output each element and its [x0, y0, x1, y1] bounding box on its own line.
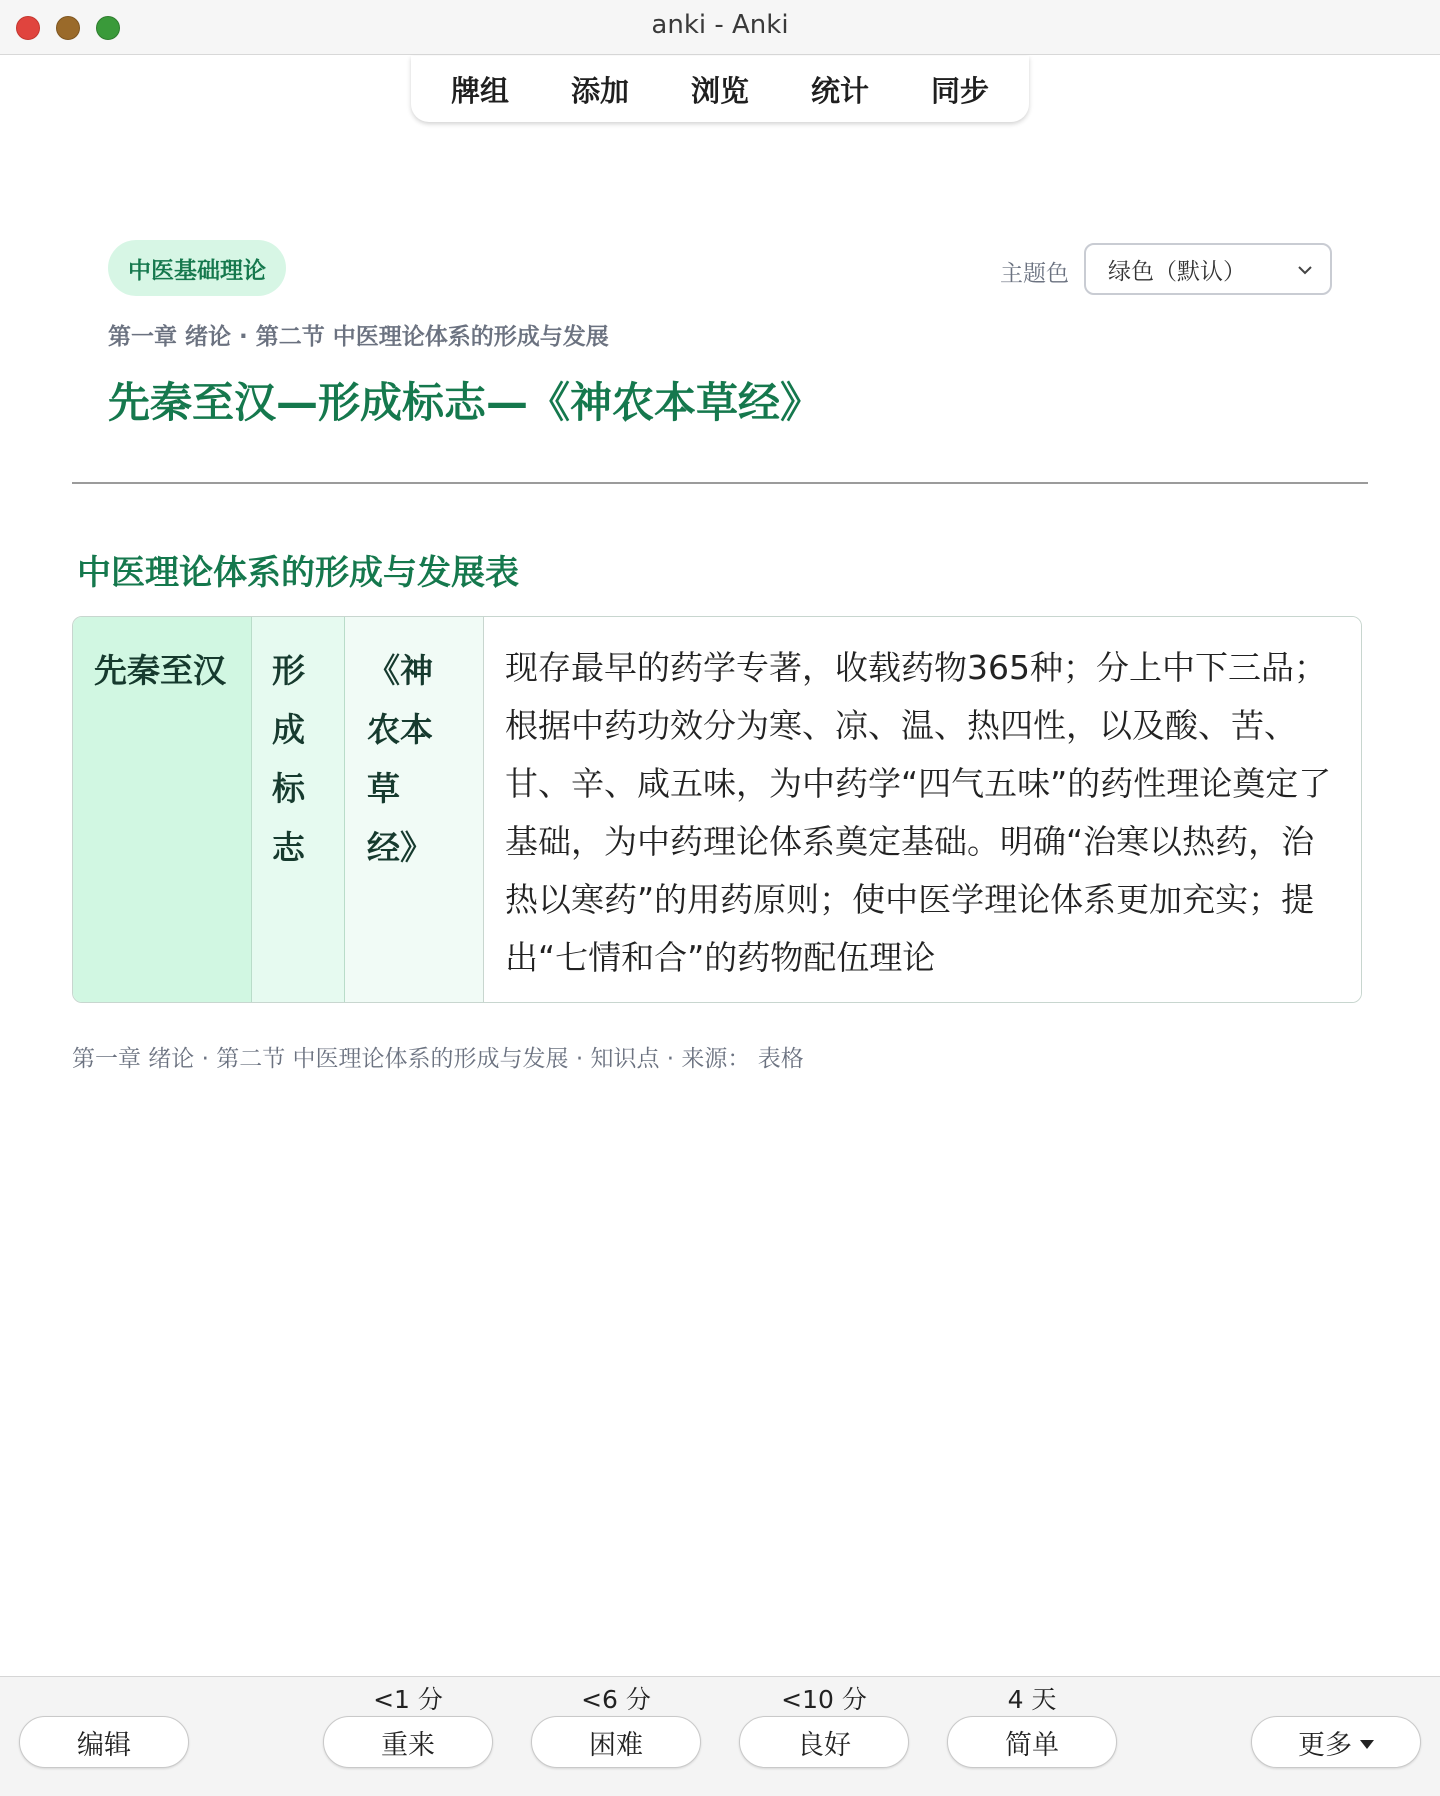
edit-button-label: 编辑 [77, 1729, 131, 1761]
edit-button[interactable] [19, 1716, 189, 1768]
nav-browse[interactable]: 浏览 [690, 73, 749, 108]
more-button-label: 更多 [1298, 1729, 1352, 1761]
content-text: 现存最早的药学专著，收载药物365种；分上中下三品；根据中药功效分为寒、凉、温、热四性，以及酸、苦、甘、辛、咸五味，为中药学“四气五味”的药性理论奠定了基础，为中药理论体系奠定基础。明确“治寒以热药，治热以寒药”的用药原则；使中医学理论体系更加充实；提出“七情和合”的药物配伍理论 [505, 648, 1332, 977]
deck-badge: 中医基础理论 [108, 240, 286, 296]
card-title: 先秦至汉—形成标志—《神农本草经》 [108, 378, 823, 427]
nav-sync[interactable]: 同步 [930, 73, 989, 108]
hard-button[interactable] [531, 1716, 701, 1768]
period-text: 先秦至汉 [94, 651, 226, 690]
theme-color-label: 主题色 [1000, 261, 1069, 287]
section-title: 中医理论体系的形成与发展表 [77, 553, 519, 593]
easy-button[interactable] [947, 1716, 1117, 1768]
interval-hard: <6 分 [581, 1685, 651, 1714]
table-cell-book [345, 617, 484, 1002]
divider [72, 482, 1368, 484]
again-button[interactable] [323, 1716, 493, 1768]
theme-color-value: 绿色（默认） [1108, 258, 1246, 285]
nav-add[interactable]: 添加 [570, 73, 629, 108]
interval-good: <10 分 [781, 1685, 867, 1714]
theme-color-select[interactable] [1084, 243, 1332, 295]
again-button-label: 重来 [381, 1729, 435, 1761]
answer-bar [0, 1676, 1440, 1796]
breadcrumb: 第一章 绪论 · 第二节 中医理论体系的形成与发展 [108, 324, 609, 350]
card-footer-meta: 第一章 绪论 · 第二节 中医理论体系的形成与发展 · 知识点 · 来源： 表格 [72, 1046, 804, 1072]
book-text: 《神农本草经》 [367, 651, 433, 867]
chevron-down-icon [1296, 261, 1314, 279]
easy-button-label: 简单 [1005, 1729, 1059, 1761]
knowledge-table [72, 616, 1362, 1003]
nav-decks[interactable]: 牌组 [450, 73, 509, 108]
more-button[interactable] [1251, 1716, 1421, 1768]
table-cell-period [73, 617, 252, 1002]
hard-button-label: 困难 [589, 1729, 643, 1761]
interval-again: <1 分 [373, 1685, 443, 1714]
top-nav [411, 56, 1029, 122]
window-titlebar [0, 0, 1440, 55]
window-title: anki - Anki [651, 10, 789, 40]
caret-down-icon [1360, 1740, 1374, 1749]
type-text: 形成标志 [272, 651, 305, 867]
good-button-label: 良好 [797, 1729, 851, 1761]
table-cell-content [484, 617, 1361, 1002]
good-button[interactable] [739, 1716, 909, 1768]
table-cell-type [252, 617, 345, 1002]
nav-stats[interactable]: 统计 [810, 73, 869, 108]
interval-easy: 4 天 [1007, 1685, 1057, 1714]
